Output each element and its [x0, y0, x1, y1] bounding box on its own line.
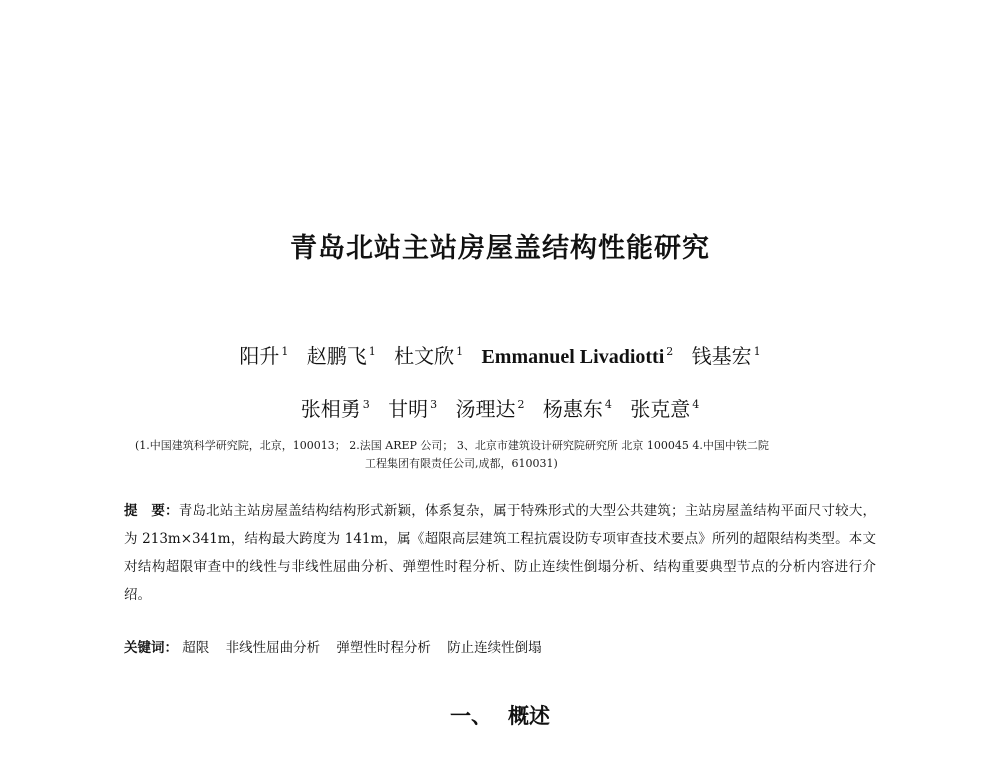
keyword: 防止连续性倒塌 [447, 640, 542, 656]
author-name: 杜文欣 [394, 344, 455, 368]
author-name: 杨惠东 [542, 397, 603, 421]
author-name: 张相勇 [300, 397, 361, 421]
author-name: 张克意 [630, 397, 691, 421]
section-title: 概述 [508, 704, 550, 728]
author-affil-number: 2 [517, 398, 525, 412]
author-name: 钱基宏 [691, 344, 752, 368]
author-affil-number: 4 [604, 398, 612, 412]
paper-title: 青岛北站主站房屋盖结构性能研究 [290, 233, 710, 264]
author [630, 393, 699, 422]
abstract [124, 497, 876, 609]
author [239, 340, 288, 369]
author [394, 340, 463, 369]
author [543, 393, 612, 422]
section-heading [0, 700, 1000, 730]
author-affil-number: 4 [692, 398, 700, 412]
keyword: 非线性屈曲分析 [225, 640, 321, 656]
author [307, 340, 376, 369]
author [388, 393, 437, 422]
affiliations-line-1: (1.中国建筑科学研究院，北京，100013； 2.法国 AREP 公司； 3、北京市建筑设计研究院研究所 北京 100045 4.中国中铁二院 [135, 439, 769, 452]
affiliations-line-2: 工程集团有限责任公司,成都，610031) [365, 457, 558, 470]
author-affil-number: 1 [753, 345, 761, 359]
author-name: 阳升 [239, 344, 280, 368]
keyword: 弹塑性时程分析 [336, 640, 431, 656]
author-name: 甘明 [388, 397, 429, 421]
author-affil-number: 2 [666, 345, 674, 359]
author-list-line-2 [0, 393, 1000, 422]
author [481, 344, 673, 369]
author-name: 赵鹏飞 [306, 344, 367, 368]
abstract-label: 提 要： [124, 503, 179, 519]
author-affil-number: 1 [281, 345, 289, 359]
author-name: Emmanuel Livadiotti [481, 346, 665, 368]
author-name: 汤理达 [455, 397, 516, 421]
author [301, 393, 370, 422]
keywords [124, 636, 554, 656]
keywords-label: 关键词： [124, 640, 178, 656]
keyword: 超限 [182, 640, 210, 656]
abstract-text: 青岛北站主站房屋盖结构结构形式新颖，体系复杂，属于特殊形式的大型公共建筑；主站房屋盖结构平面尺寸较大，为 213m×341m，结构最大跨度为 141m，属《超限高层建筑工程抗震设防专项审查技术要点》所列的超限结构类型。本文对结构超限审查中的线性与非线性屈曲分析、弹塑性时程分析、防止连续性倒塌分析、结构重要典型节点的分析内容进行介绍。 [124, 503, 877, 603]
section-number: 一、 [450, 704, 492, 728]
author [456, 393, 525, 422]
author-affil-number: 1 [368, 345, 376, 359]
author-affil-number: 3 [362, 398, 370, 412]
author-affil-number: 3 [430, 398, 438, 412]
author-list-line-1 [0, 340, 1000, 369]
author-affil-number: 1 [456, 345, 464, 359]
author [692, 340, 761, 369]
